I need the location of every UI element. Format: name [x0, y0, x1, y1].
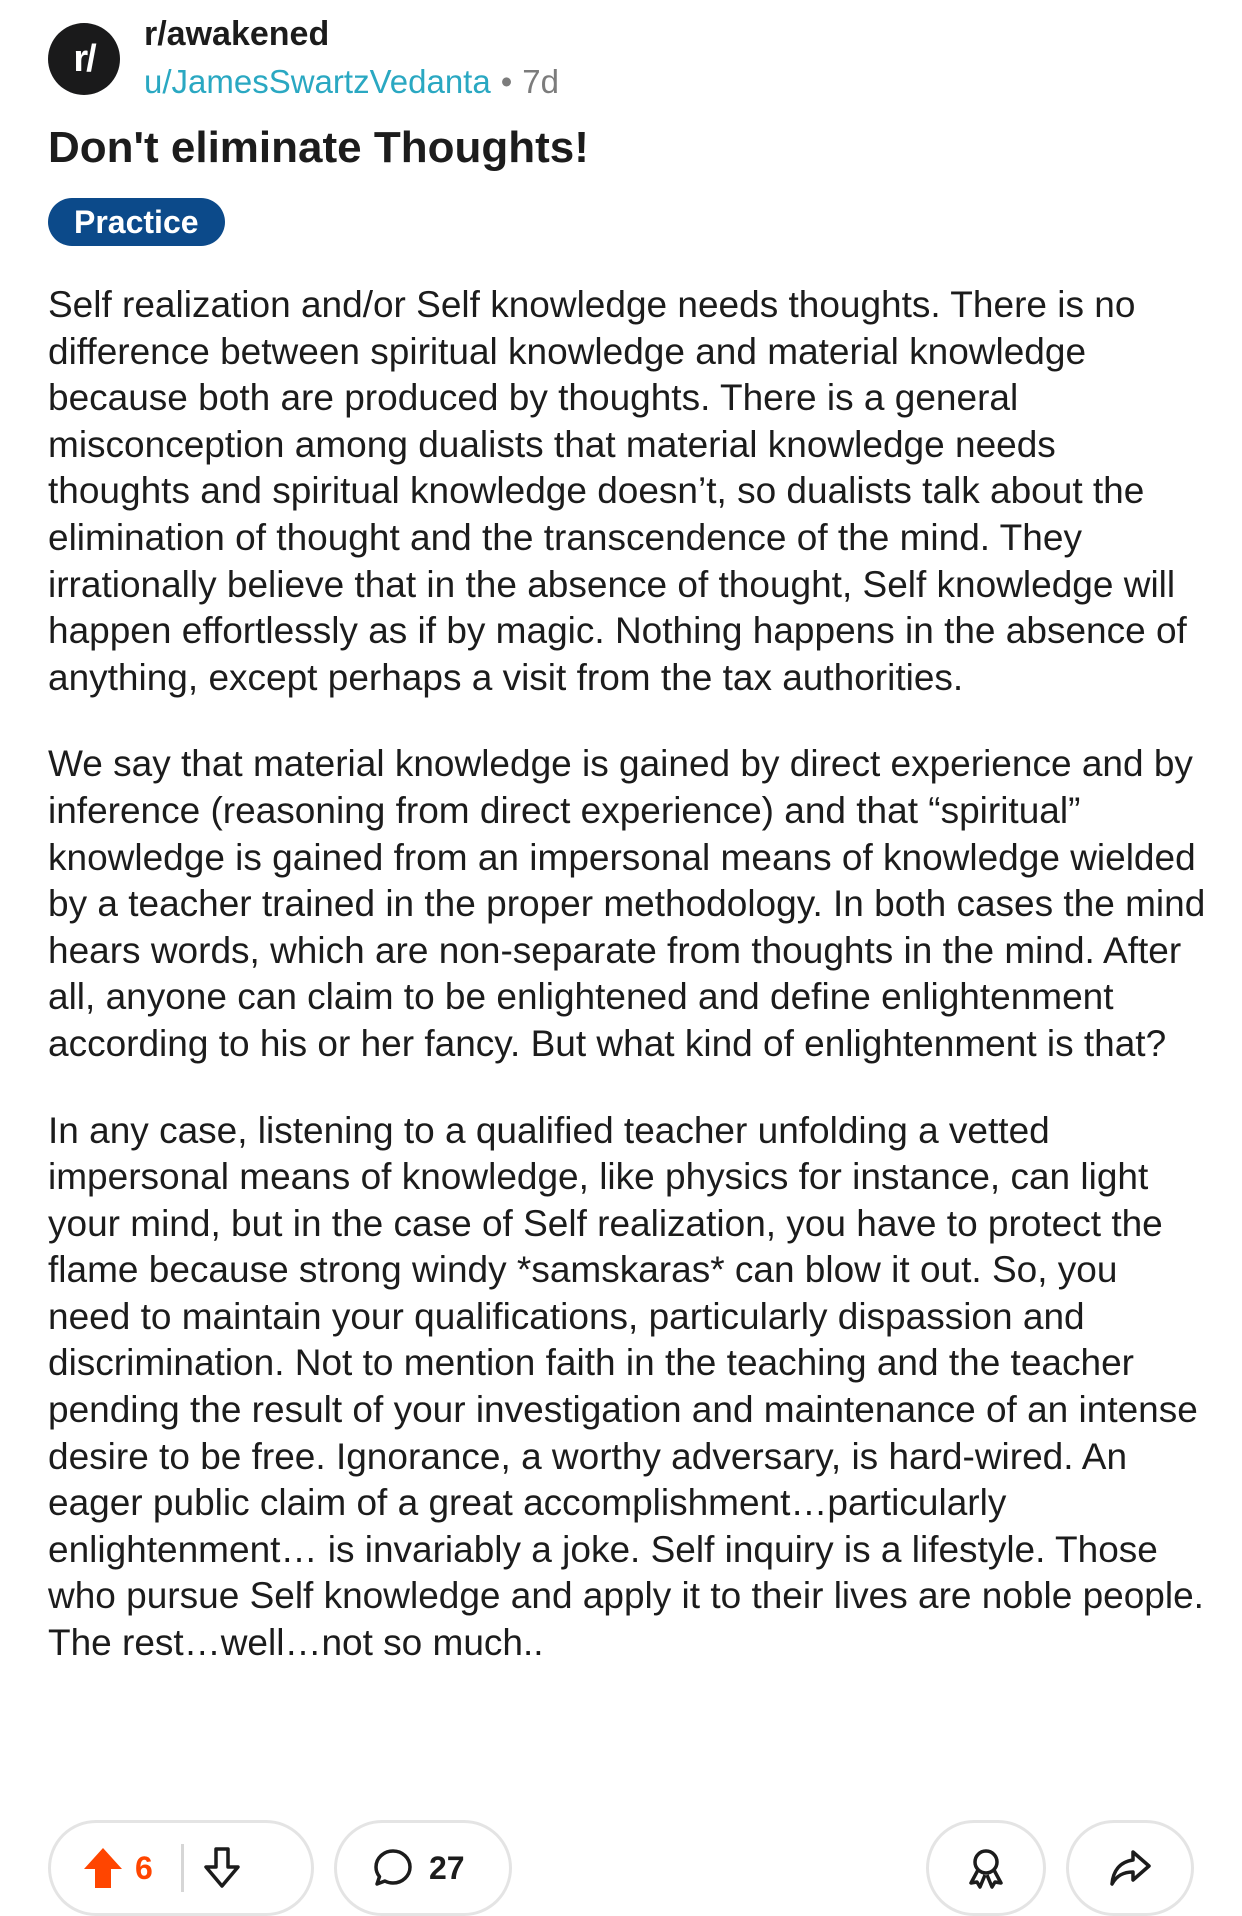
award-icon [963, 1845, 1009, 1891]
flair-badge[interactable]: Practice [48, 198, 225, 246]
post-action-bar [48, 1820, 1194, 1916]
author-line [144, 60, 559, 104]
post-body [48, 282, 1208, 1707]
subreddit-name[interactable]: r/awakened [144, 15, 330, 53]
meta-separator: • [500, 63, 513, 100]
comment-count: 27 [429, 1849, 465, 1886]
vote-control [48, 1820, 314, 1916]
upvote-arrow-icon[interactable] [81, 1845, 125, 1891]
share-button[interactable] [1066, 1820, 1194, 1916]
subreddit-avatar[interactable]: r/ [48, 23, 120, 95]
post-meta [144, 14, 559, 104]
author-link[interactable]: u/JamesSwartzVedanta [144, 63, 491, 100]
vote-divider [181, 1844, 184, 1892]
downvote-arrow-icon[interactable] [200, 1845, 244, 1891]
body-paragraph: In any case, listening to a qualified teacher unfolding a vetted impersonal means of knowledge, like physics for instance, can light your mind, but in the case of Self realization, you have to protect the flame because strong windy *samskaras* can blow it out. So, you need to maintain your qualifications, particularly dispassion and discrimination. Not to mention faith in the teaching and the teacher pending the result of your investigation and maintenance of an intense desire to be free. Ignorance, a worthy adversary, is hard-wired. An eager public claim of a great accomplishment…particularly enlightenment… is invariably a joke. Self inquiry is a lifestyle. Those who pursue Self knowledge and apply it to their lives are noble people. The rest…well…not so much.. [48, 1109, 1204, 1664]
body-paragraph: We say that material knowledge is gained by direct experience and by inference (reasoning from direct experience) and that “spiritual” knowledge is gained from an impersonal means of knowledge wielded by a teacher trained in the proper methodology. In both cases the mind hears words, which are non-separate from thoughts in the mind. After all, anyone can claim to be enlightened and define enlightenment according to his or her fancy. But what kind of enlightenment is that? [48, 743, 1206, 1064]
body-paragraph: Self realization and/or Self knowledge needs thoughts. There is no difference between spiritual knowledge and material knowledge because both are produced by thoughts. There is a general misconception among dualists that material knowledge needs thoughts and spiritual knowledge doesn’t, so dualists talk about the elimination of thought and the transcendence of the mind. They irrationally believe that in the absence of thought, Self knowledge will happen effortlessly as if by magic. Nothing happens in the absence of anything, except perhaps a visit from the tax authorities. [48, 284, 1187, 698]
share-arrow-icon [1107, 1845, 1153, 1891]
post-title: Don't eliminate Thoughts! [48, 123, 589, 172]
post-header [48, 14, 559, 104]
award-button[interactable] [926, 1820, 1046, 1916]
comments-button[interactable] [334, 1820, 512, 1916]
comment-bubble-icon [371, 1846, 415, 1890]
vote-count: 6 [135, 1849, 153, 1886]
post-age: 7d [522, 63, 559, 100]
